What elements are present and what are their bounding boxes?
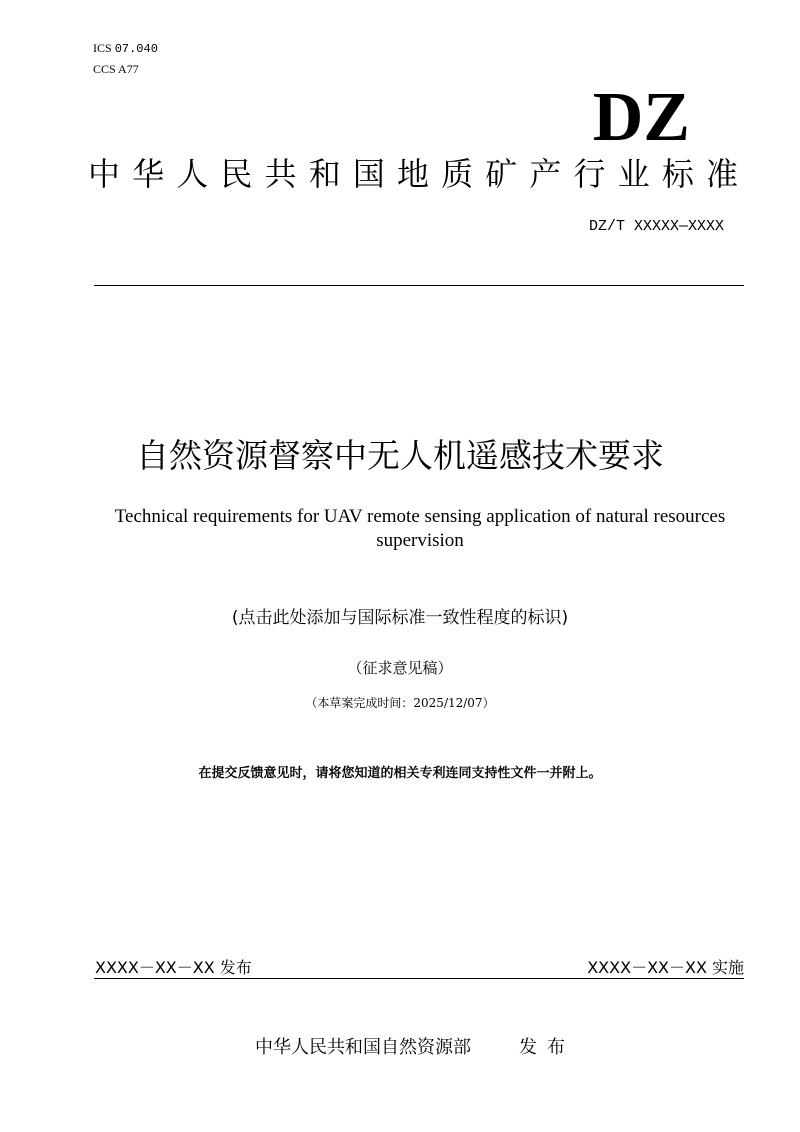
ics-line — [93, 38, 158, 59]
standard-name-char: 人 — [176, 155, 209, 193]
standard-name-char: 标 — [661, 155, 694, 193]
classification-codes — [93, 38, 158, 79]
standard-name-char: 地 — [396, 155, 429, 193]
standard-name-char: 民 — [220, 155, 253, 193]
issuing-action: 发布 — [519, 1037, 575, 1058]
standard-name-char: 华 — [132, 155, 165, 193]
issuing-authority: 中华人民共和国自然资源部 — [255, 1037, 471, 1058]
standard-name-char: 准 — [705, 155, 738, 193]
dz-logo: DZ — [592, 79, 690, 156]
standard-name-char: 质 — [441, 155, 474, 193]
ics-code: 07.040 — [114, 42, 158, 56]
ccs-line — [93, 59, 158, 79]
conformity-note[interactable]: (点击此处添加与国际标准一致性程度的标识) — [231, 608, 569, 628]
standard-name-char: 业 — [617, 155, 650, 193]
footer-divider — [94, 978, 744, 979]
ics-label: ICS — [93, 41, 112, 55]
header-divider — [94, 285, 744, 286]
standard-name-char: 行 — [573, 155, 606, 193]
standard-category-name — [88, 150, 738, 198]
implementation-date: XXXX－XX－XX 实施 — [587, 958, 744, 977]
issue-date: XXXX－XX－XX 发布 — [95, 958, 252, 977]
ccs-label: CCS — [93, 62, 116, 76]
document-title-en: Technical requirements for UAV remote sensing application of natural resources supervision — [114, 506, 726, 551]
standard-name-char: 共 — [264, 155, 297, 193]
ccs-code: A77 — [118, 62, 139, 76]
standard-name-char: 中 — [88, 155, 121, 193]
document-title-cn: 自然资源督察中无人机遥感技术要求 — [136, 436, 664, 475]
standard-name-char: 矿 — [485, 155, 518, 193]
draft-stage: （征求意见稿） — [347, 659, 453, 677]
patent-notice: 在提交反馈意见时，请将您知道的相关专利连同支持性文件一并附上。 — [198, 766, 602, 781]
standard-name-char: 国 — [352, 155, 385, 193]
draft-completion-time: （本草案完成时间：2025/12/07） — [305, 696, 495, 710]
standard-number: DZ/T XXXXX—XXXX — [588, 218, 724, 235]
standard-name-char: 产 — [529, 155, 562, 193]
standard-name-char: 和 — [308, 155, 341, 193]
